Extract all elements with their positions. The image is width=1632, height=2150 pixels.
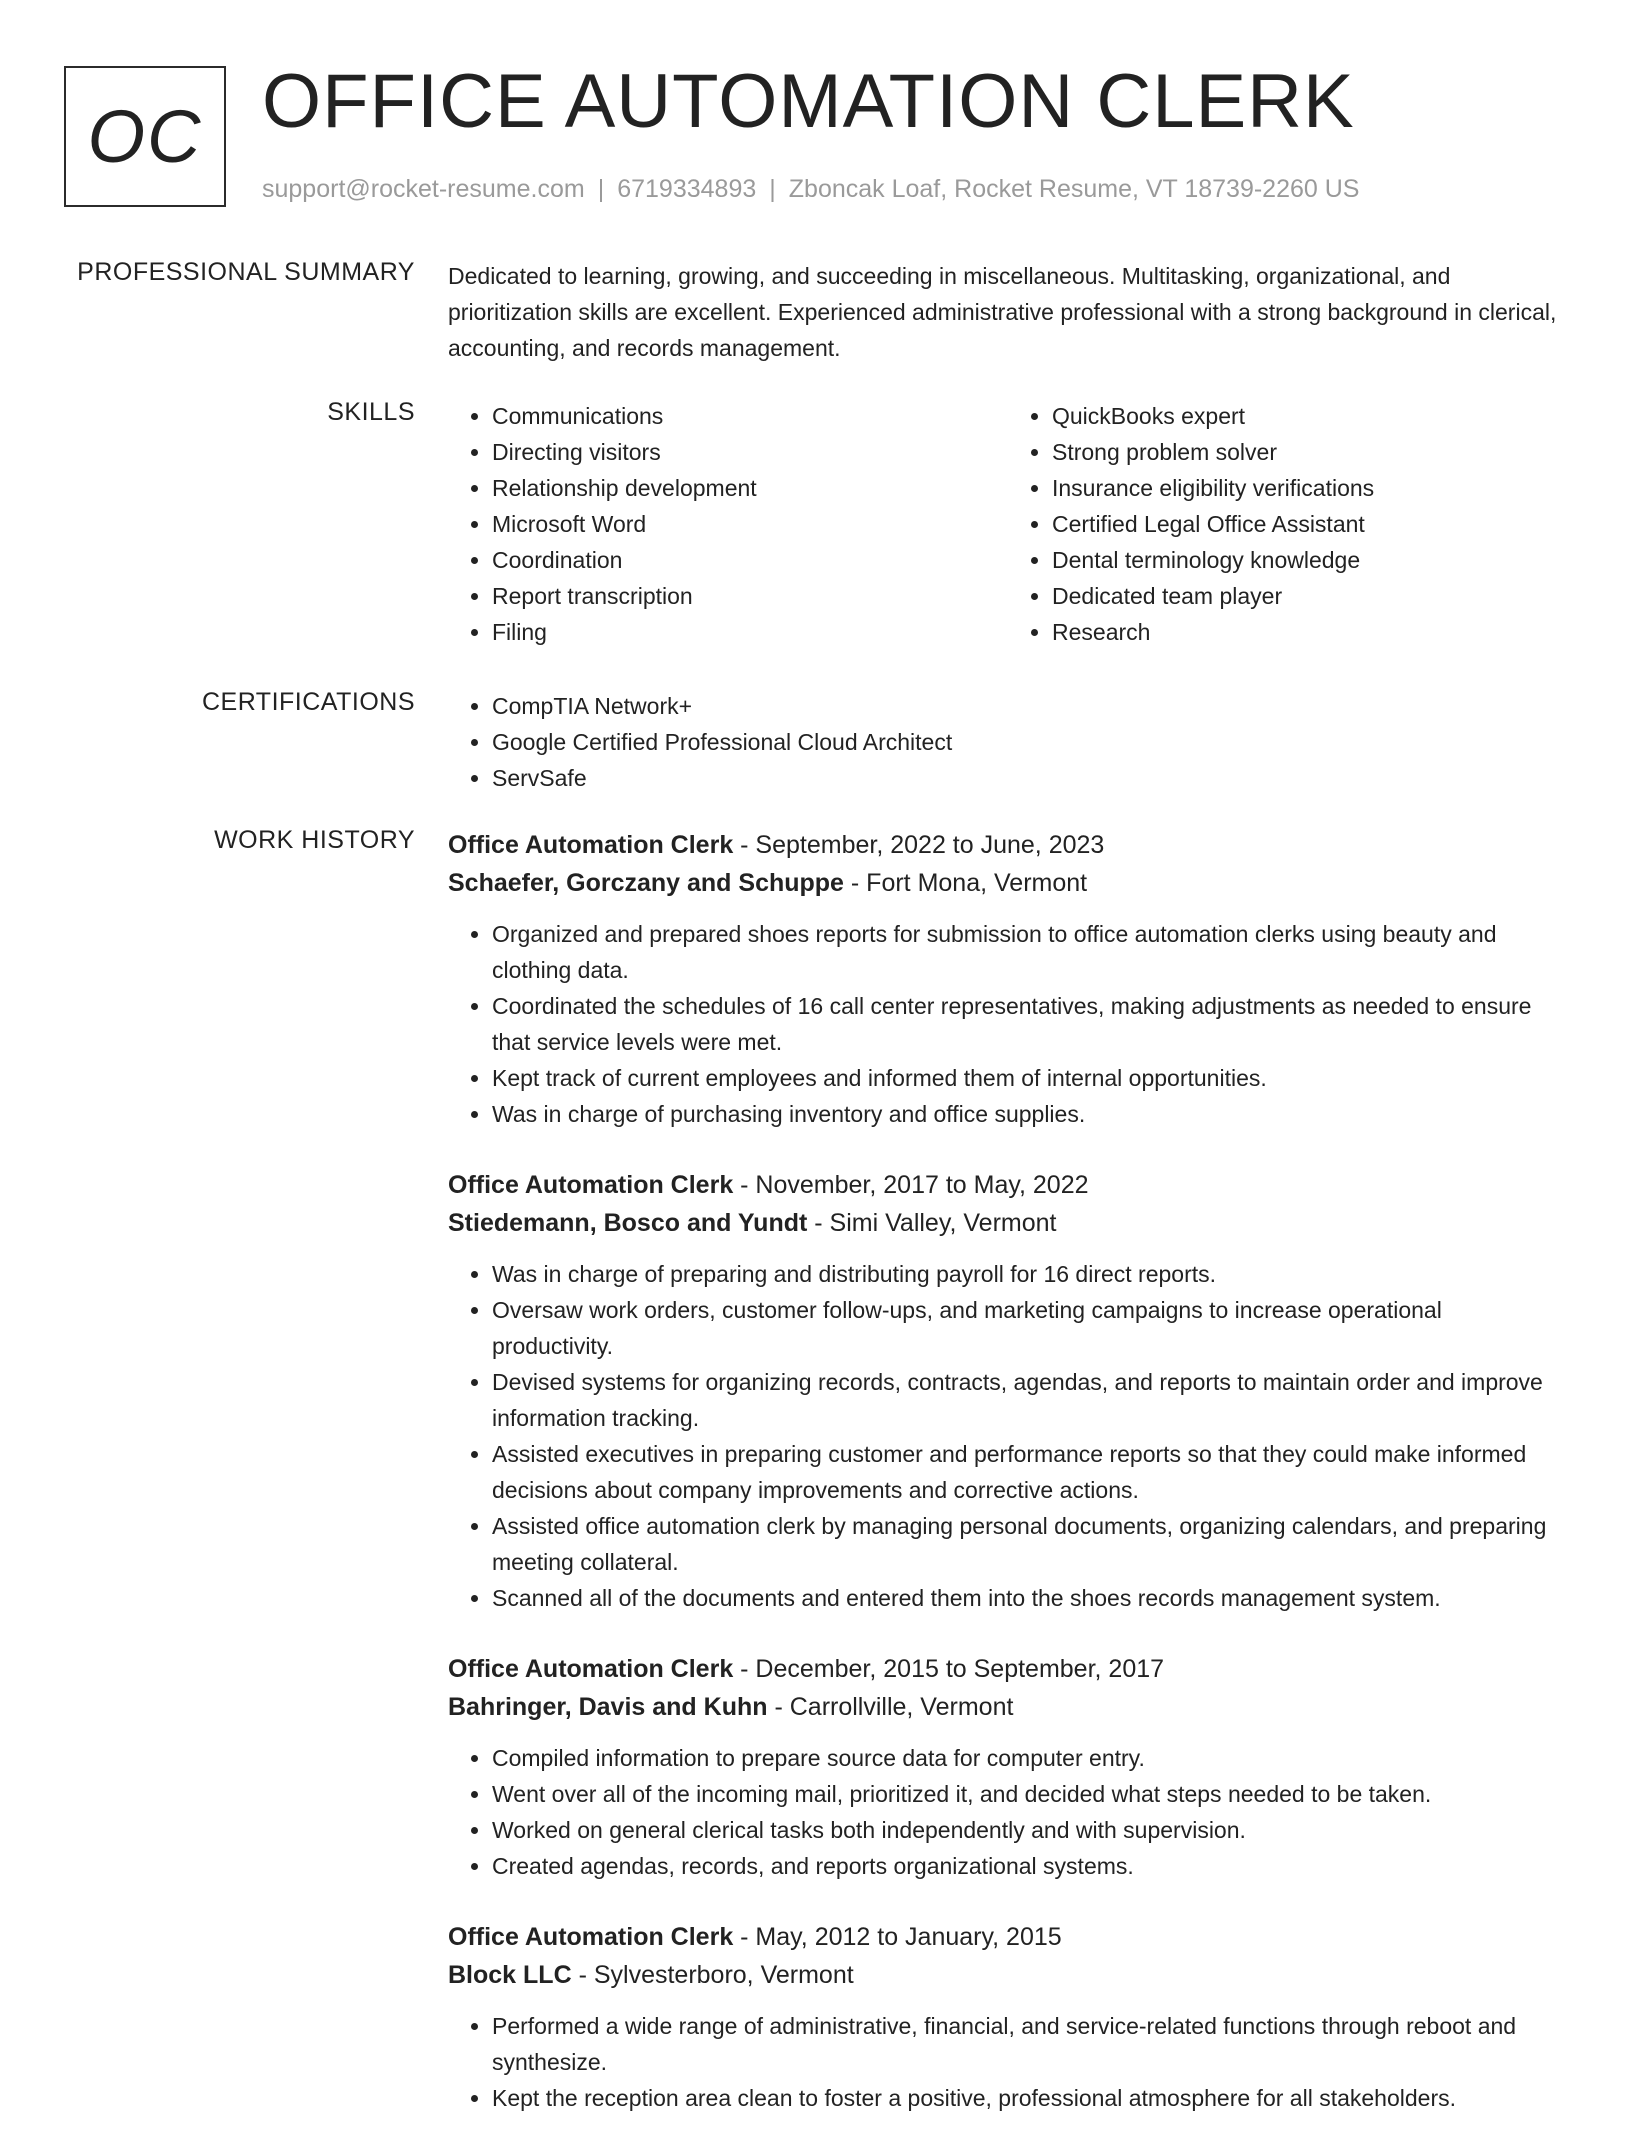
job-company-line	[448, 1688, 1568, 1726]
job-duties-list	[448, 2008, 1568, 2116]
job-location: - Carrollville, Vermont	[767, 1693, 1014, 1721]
skill-item: • Coordination	[492, 542, 1008, 578]
monogram-logo: OC	[64, 66, 226, 207]
job-title-line	[448, 1166, 1568, 1204]
contact-separator: |	[769, 175, 776, 203]
certifications-heading: CERTIFICATIONS	[201, 688, 415, 716]
job-duty-item: • Compiled information to prepare source data for computer entry.	[492, 1740, 1568, 1776]
job-duty-item: • Assisted executives in preparing customer and performance reports so that they could make informed decisions about company improvements and corrective actions.	[492, 1436, 1568, 1508]
work-history-heading: WORK HISTORY	[214, 826, 415, 854]
skill-item: • Insurance eligibility verifications	[1052, 470, 1568, 506]
job-dates: - December, 2015 to September, 2017	[733, 1655, 1165, 1683]
job-duty-item: • Was in charge of purchasing inventory and office supplies.	[492, 1096, 1568, 1132]
work-history-body	[448, 826, 1568, 2150]
job-duty-item: • Worked on general clerical tasks both independently and with supervision.	[492, 1812, 1568, 1848]
job-dates: - May, 2012 to January, 2015	[733, 1923, 1062, 1951]
job-title: Office Automation Clerk	[448, 1655, 734, 1683]
contact-address: Zboncak Loaf, Rocket Resume, VT 18739-2260 US	[788, 175, 1360, 203]
contact-phone[interactable]: 6719334893	[617, 175, 757, 203]
job-company-line	[448, 1204, 1568, 1242]
contact-email[interactable]: support@rocket-resume.com	[262, 175, 585, 203]
job-duty-item: • Oversaw work orders, customer follow-ups, and marketing campaigns to increase operational productivity.	[492, 1292, 1568, 1364]
job-company-line	[448, 864, 1568, 902]
skills-list-right	[1008, 398, 1568, 650]
skill-item: • Microsoft Word	[492, 506, 1008, 542]
skill-item: • Dedicated team player	[1052, 578, 1568, 614]
skills-body	[448, 398, 1568, 650]
skill-item: • Research	[1052, 614, 1568, 650]
job-location: - Sylvesterboro, Vermont	[571, 1961, 854, 1989]
skill-item: • Certified Legal Office Assistant	[1052, 506, 1568, 542]
skill-item: • Dental terminology knowledge	[1052, 542, 1568, 578]
job-duties-list	[448, 1256, 1568, 1616]
job-dates: - November, 2017 to May, 2022	[733, 1171, 1089, 1199]
job-title: Office Automation Clerk	[448, 1171, 734, 1199]
job-duty-item: • Created agendas, records, and reports organizational systems.	[492, 1848, 1568, 1884]
job-duties-list	[448, 916, 1568, 1132]
summary-text: Dedicated to learning, growing, and succeeding in miscellaneous. Multitasking, organizational, and prioritization skills are excellent. Experienced administrative professional with a strong background in clerical, accounting, and records management.	[448, 263, 1557, 361]
job-duty-item: • Organized and prepared shoes reports for submission to office automation clerks using beauty and clothing data.	[492, 916, 1568, 988]
job-entry	[448, 1918, 1568, 2116]
job-duty-item: • Went over all of the incoming mail, prioritized it, and decided what steps needed to be taken.	[492, 1776, 1568, 1812]
skill-item: • Filing	[492, 614, 1008, 650]
certification-item: • CompTIA Network+	[492, 688, 1568, 724]
skill-item: • Directing visitors	[492, 434, 1008, 470]
skill-item: • Communications	[492, 398, 1008, 434]
certifications-body	[448, 688, 1568, 796]
contact-line	[262, 175, 1359, 204]
job-duty-item: • Assisted office automation clerk by managing personal documents, organizing calendars, and preparing meeting collateral.	[492, 1508, 1568, 1580]
job-title-line	[448, 1918, 1568, 1956]
job-location: - Simi Valley, Vermont	[807, 1209, 1057, 1237]
job-title: Office Automation Clerk	[448, 1923, 734, 1951]
job-title-line	[448, 826, 1568, 864]
certification-item: • ServSafe	[492, 760, 1568, 796]
job-entry	[448, 1166, 1568, 1616]
job-duties-list	[448, 1740, 1568, 1884]
candidate-name: OFFICE AUTOMATION CLERK	[262, 59, 1355, 144]
skill-item: • QuickBooks expert	[1052, 398, 1568, 434]
contact-separator: |	[597, 175, 605, 203]
job-duty-item: • Performed a wide range of administrative, financial, and service-related functions through reboot and synthesize.	[492, 2008, 1568, 2080]
skills-heading: SKILLS	[327, 398, 415, 426]
job-duty-item: • Was in charge of preparing and distributing payroll for 16 direct reports.	[492, 1256, 1568, 1292]
job-location: - Fort Mona, Vermont	[843, 869, 1088, 897]
job-duty-item: • Devised systems for organizing records, contracts, agendas, and reports to maintain order and improve information tracking.	[492, 1364, 1568, 1436]
job-company-line	[448, 1956, 1568, 1994]
job-dates: - September, 2022 to June, 2023	[733, 831, 1105, 859]
skill-item: • Strong problem solver	[1052, 434, 1568, 470]
job-company: Block LLC	[448, 1961, 572, 1989]
job-duty-item: • Kept track of current employees and informed them of internal opportunities.	[492, 1060, 1568, 1096]
job-company: Stiedemann, Bosco and Yundt	[448, 1209, 808, 1237]
job-title: Office Automation Clerk	[448, 831, 734, 859]
job-duty-item: • Scanned all of the documents and entered them into the shoes records management system.	[492, 1580, 1568, 1616]
skill-item: • Relationship development	[492, 470, 1008, 506]
job-duty-item: • Coordinated the schedules of 16 call center representatives, making adjustments as needed to ensure that service levels were met.	[492, 988, 1568, 1060]
certifications-list	[448, 688, 1568, 796]
certification-item: • Google Certified Professional Cloud Architect	[492, 724, 1568, 760]
job-company: Schaefer, Gorczany and Schuppe	[448, 869, 844, 897]
job-entry	[448, 1650, 1568, 1884]
skills-list-left	[448, 398, 1008, 650]
job-title-line	[448, 1650, 1568, 1688]
skill-item: • Report transcription	[492, 578, 1008, 614]
summary-heading: PROFESSIONAL SUMMARY	[77, 258, 415, 286]
job-company: Bahringer, Davis and Kuhn	[448, 1693, 768, 1721]
job-entry	[448, 826, 1568, 1132]
job-duty-item: • Kept the reception area clean to foster a positive, professional atmosphere for all stakeholders.	[492, 2080, 1568, 2116]
